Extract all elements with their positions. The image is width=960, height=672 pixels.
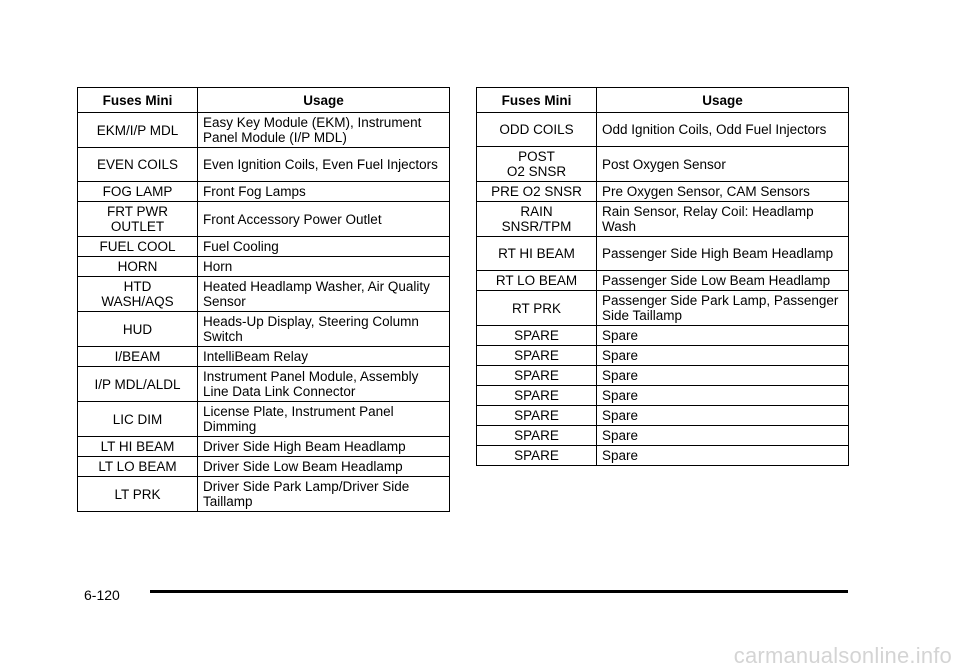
- table-row: [477, 446, 849, 466]
- table-row: [78, 347, 450, 367]
- table-row: [477, 386, 849, 406]
- fuse-name-cell: SPARE: [477, 386, 597, 406]
- table-row: [78, 312, 450, 347]
- fuse-name-cell: SPARE: [477, 346, 597, 366]
- fuse-usage-cell: Spare: [597, 426, 849, 446]
- fuse-usage-cell: Post Oxygen Sensor: [597, 147, 849, 182]
- fuse-name-cell: LT PRK: [78, 477, 198, 512]
- fuse-usage-cell: Pre Oxygen Sensor, CAM Sensors: [597, 182, 849, 202]
- table-row: [78, 148, 450, 182]
- fuse-name-cell: EVEN COILS: [78, 148, 198, 182]
- fuse-name-cell: FUEL COOL: [78, 237, 198, 257]
- fuse-name-cell: FOG LAMP: [78, 182, 198, 202]
- fuse-name-cell: SPARE: [477, 406, 597, 426]
- fuse-usage-cell: Spare: [597, 326, 849, 346]
- fuse-name-cell: SPARE: [477, 426, 597, 446]
- fuse-usage-cell: Spare: [597, 386, 849, 406]
- fuse-name-cell: RT HI BEAM: [477, 237, 597, 271]
- fuse-name-cell: HTD WASH/AQS: [78, 277, 198, 312]
- table-row: [477, 426, 849, 446]
- table-header-row: [78, 88, 450, 113]
- fuse-usage-cell: IntelliBeam Relay: [198, 347, 450, 367]
- table-row: [78, 277, 450, 312]
- fuse-usage-cell: Spare: [597, 346, 849, 366]
- fuse-table-right-body: [477, 113, 849, 466]
- fuse-name-cell: I/P MDL/ALDL: [78, 367, 198, 402]
- column-header-usage: Usage: [597, 88, 849, 113]
- fuse-usage-cell: Odd Ignition Coils, Odd Fuel Injectors: [597, 113, 849, 147]
- fuse-name-cell: LT HI BEAM: [78, 437, 198, 457]
- column-header-fuses-mini: Fuses Mini: [477, 88, 597, 113]
- fuse-table-right: [476, 87, 849, 466]
- fuse-name-cell: RT LO BEAM: [477, 271, 597, 291]
- fuse-name-cell: HORN: [78, 257, 198, 277]
- fuse-usage-cell: Driver Side High Beam Headlamp: [198, 437, 450, 457]
- fuse-name-cell: FRT PWR OUTLET: [78, 202, 198, 237]
- table-row: [78, 113, 450, 148]
- table-row: [78, 182, 450, 202]
- fuse-name-cell: RT PRK: [477, 291, 597, 326]
- fuse-name-cell: POST O2 SNSR: [477, 147, 597, 182]
- footer-rule: [150, 590, 848, 593]
- table-row: [477, 326, 849, 346]
- fuse-usage-cell: Spare: [597, 366, 849, 386]
- fuse-name-cell: LIC DIM: [78, 402, 198, 437]
- column-header-usage: Usage: [198, 88, 450, 113]
- fuse-name-cell: LT LO BEAM: [78, 457, 198, 477]
- fuse-usage-cell: Instrument Panel Module, Assembly Line Data Link Connector: [198, 367, 450, 402]
- fuse-usage-cell: Heated Headlamp Washer, Air Quality Sensor: [198, 277, 450, 312]
- watermark: carmanualsonline.info: [733, 643, 952, 668]
- table-row: [78, 457, 450, 477]
- fuse-table-left: [77, 87, 450, 512]
- table-row: [477, 271, 849, 291]
- fuse-usage-cell: Passenger Side Low Beam Headlamp: [597, 271, 849, 291]
- fuse-usage-cell: Front Accessory Power Outlet: [198, 202, 450, 237]
- fuse-usage-cell: Horn: [198, 257, 450, 277]
- fuse-usage-cell: Easy Key Module (EKM), Instrument Panel Module (I/P MDL): [198, 113, 450, 148]
- fuse-usage-cell: Front Fog Lamps: [198, 182, 450, 202]
- table-row: [78, 202, 450, 237]
- table-row: [477, 202, 849, 237]
- fuse-name-cell: EKM/I/P MDL: [78, 113, 198, 148]
- fuse-name-cell: I/BEAM: [78, 347, 198, 367]
- table-row: [78, 257, 450, 277]
- fuse-name-cell: SPARE: [477, 366, 597, 386]
- table-row: [78, 237, 450, 257]
- table-header-row: [477, 88, 849, 113]
- fuse-usage-cell: Passenger Side Park Lamp, Passenger Side Taillamp: [597, 291, 849, 326]
- fuse-name-cell: SPARE: [477, 326, 597, 346]
- fuse-name-cell: SPARE: [477, 446, 597, 466]
- fuse-usage-cell: Heads-Up Display, Steering Column Switch: [198, 312, 450, 347]
- table-row: [477, 237, 849, 271]
- fuse-name-cell: PRE O2 SNSR: [477, 182, 597, 202]
- fuse-usage-cell: Rain Sensor, Relay Coil: Headlamp Wash: [597, 202, 849, 237]
- page-number: 6-120: [84, 587, 120, 603]
- table-row: [477, 182, 849, 202]
- table-row: [477, 291, 849, 326]
- fuse-name-cell: RAIN SNSR/TPM: [477, 202, 597, 237]
- table-row: [78, 402, 450, 437]
- fuse-usage-cell: Spare: [597, 406, 849, 426]
- table-row: [78, 477, 450, 512]
- fuse-name-cell: HUD: [78, 312, 198, 347]
- table-row: [477, 113, 849, 147]
- table-row: [477, 406, 849, 426]
- table-row: [477, 147, 849, 182]
- table-row: [78, 437, 450, 457]
- fuse-table-left-body: [78, 113, 450, 512]
- fuse-usage-cell: Even Ignition Coils, Even Fuel Injectors: [198, 148, 450, 182]
- fuse-usage-cell: Passenger Side High Beam Headlamp: [597, 237, 849, 271]
- fuse-usage-cell: Driver Side Low Beam Headlamp: [198, 457, 450, 477]
- fuse-usage-cell: Fuel Cooling: [198, 237, 450, 257]
- fuse-usage-cell: Driver Side Park Lamp/Driver Side Taillamp: [198, 477, 450, 512]
- column-header-fuses-mini: Fuses Mini: [78, 88, 198, 113]
- fuse-name-cell: ODD COILS: [477, 113, 597, 147]
- table-row: [78, 367, 450, 402]
- table-row: [477, 366, 849, 386]
- fuse-usage-cell: License Plate, Instrument Panel Dimming: [198, 402, 450, 437]
- fuse-usage-cell: Spare: [597, 446, 849, 466]
- table-row: [477, 346, 849, 366]
